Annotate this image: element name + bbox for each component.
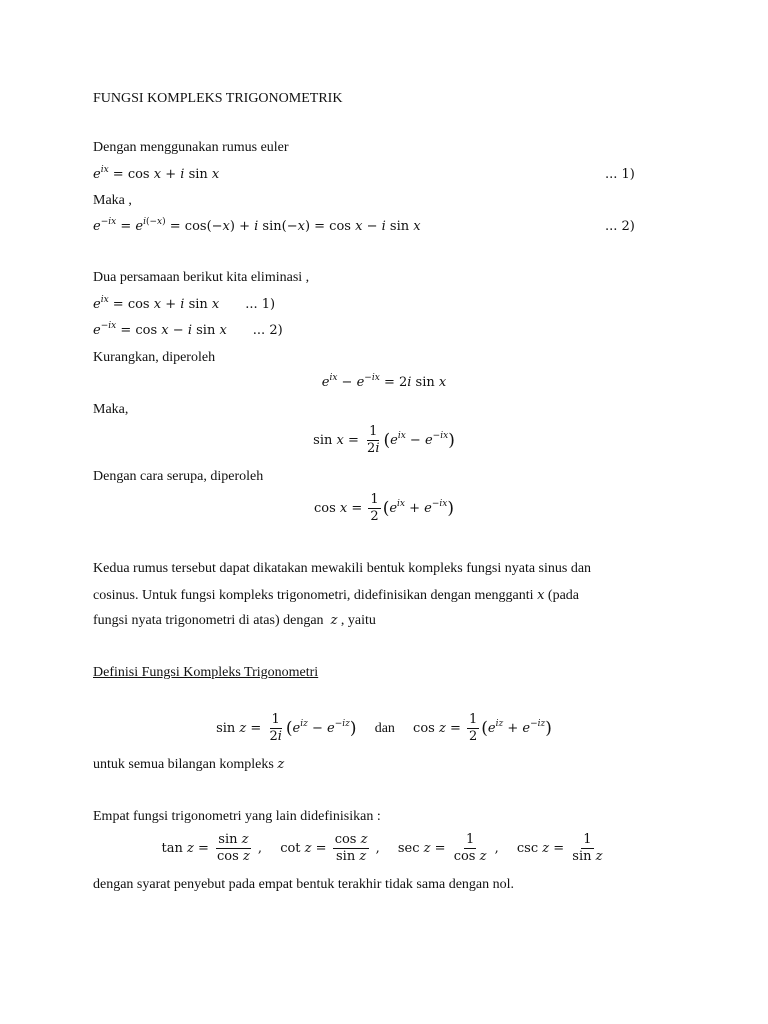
- maka-text-2: Maka,: [93, 402, 129, 417]
- equation-number-1: ... 1): [605, 167, 635, 182]
- equation-definition-sin-cos: sin z = $\frac{1}{2i}$ $(e^{iz} - e^{-iz})$ dan cos z = $\frac{1}{2}$ $(e^{iz} + e^{-iz})$: [216, 712, 552, 744]
- for-all-complex-text: untuk semua bilangan kompleks z: [93, 757, 285, 772]
- definition-heading: Definisi Fungsi Kompleks Trigonometri: [93, 665, 319, 680]
- paragraph-line-3: fungsi nyata trigonometri di atas) dengan z , yaitu: [93, 613, 376, 628]
- equation-sin-x: sin x = $\frac{1}{2i}$ $(e^{ix} - e^{-ix})$: [313, 424, 455, 456]
- equation-euler-negative: $e^{-ix} = e^{i(-x)} = \cos(-x) + i$ sin(−x) = cos x − i sin x ... 2): [93, 217, 635, 234]
- equation-euler-repeat: $e^{ix} = \cos x + i$ sin x ... 1): [93, 295, 276, 312]
- condition-text: dengan syarat penyebut pada empat bentuk terakhir tidak sama dengan nol.: [93, 877, 515, 892]
- paragraph-line-2: cosinus. Untuk fungsi kompleks trigonometri, didefinisikan dengan mengganti x (pada: [93, 588, 579, 603]
- equation-cos-x: cos x = $\frac{1}{2}$ $(e^{ix} + e^{-ix})$: [313, 492, 455, 524]
- equation-difference: $e^{ix} - e^{-ix} = 2i$ sin x: [321, 373, 447, 390]
- intro-text: Dengan menggunakan rumus euler: [93, 140, 289, 155]
- equation-number-2: ... 2): [605, 219, 635, 234]
- equation-euler: $e^{ix} = \cos x + i$ sin x ... 1): [93, 165, 635, 182]
- dan-text: dan: [374, 721, 395, 736]
- page-title: FUNGSI KOMPLEKS TRIGONOMETRIK: [93, 91, 343, 106]
- equation-other-functions: tan z = $\frac{\text{sin z}}{\text{cos z}}$ , cot z = $\frac{\text{cos z}}{\text{sin z}}$ , sec z = $\frac{1}{\text{cos z}}$ , csc z = $\frac{1}{\text{sin z}}$: [161, 832, 603, 864]
- equation-number-1b: ... 1): [245, 297, 276, 312]
- similar-text: Dengan cara serupa, diperoleh: [93, 469, 264, 484]
- four-functions-text: Empat fungsi trigonometri yang lain didefinisikan :: [93, 809, 381, 824]
- paragraph-line-1: Kedua rumus tersebut dapat dikatakan mewakili bentuk kompleks fungsi nyata sinus dan: [93, 561, 592, 576]
- equation-number-2b: ... 2): [252, 323, 283, 338]
- equation-euler-negative-repeat: $e^{-ix} = \cos x - i$ sin x ... 2): [93, 321, 283, 338]
- subtract-text: Kurangkan, diperoleh: [93, 350, 216, 365]
- eliminate-text: Dua persamaan berikut kita eliminasi ,: [93, 270, 310, 285]
- maka-text: Maka ,: [93, 193, 132, 208]
